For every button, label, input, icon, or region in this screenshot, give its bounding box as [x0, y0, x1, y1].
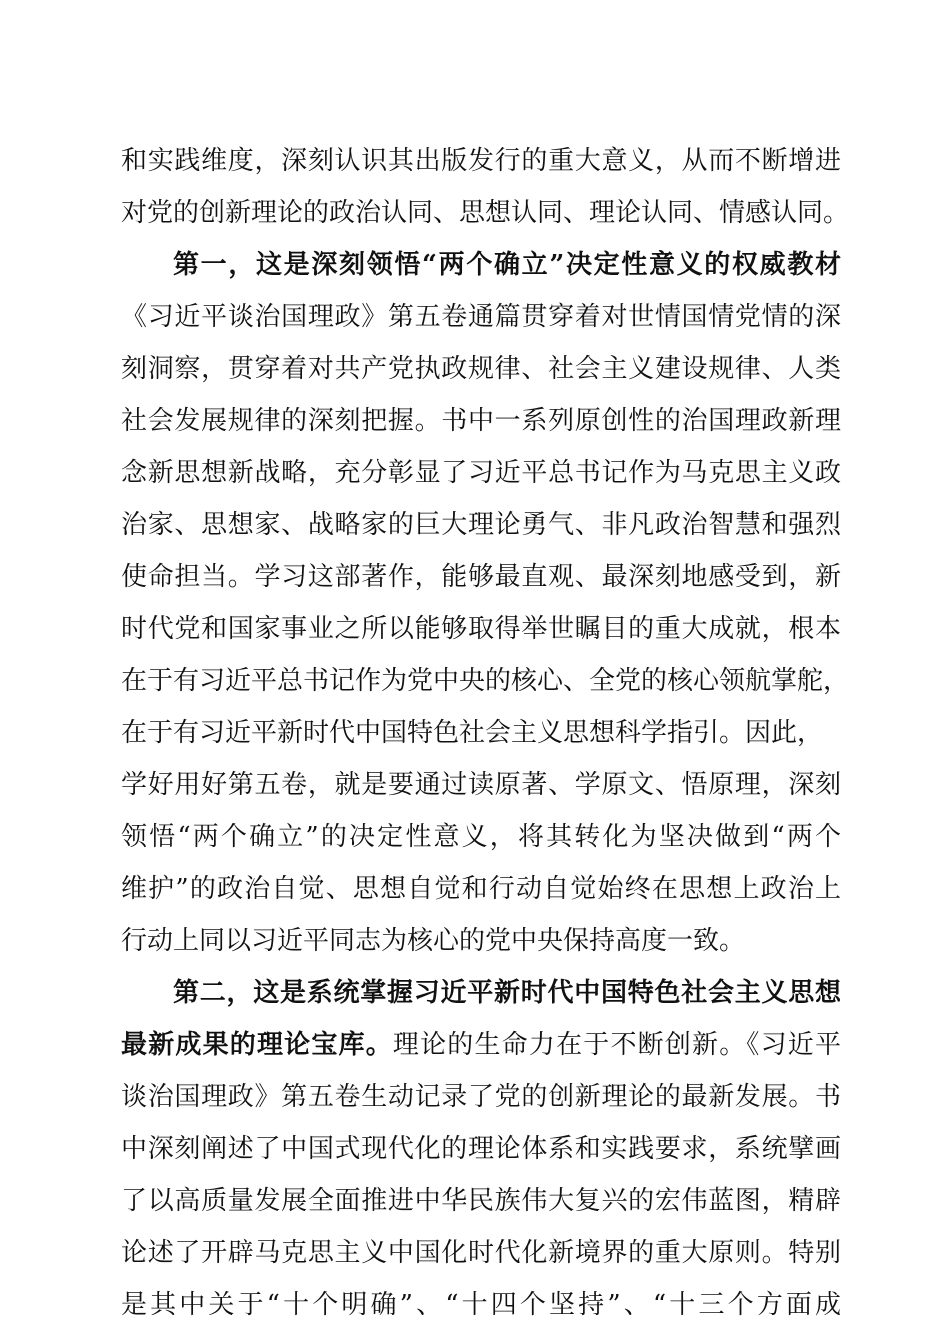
- text-line: 时代党和国家事业之所以能够取得举世瞩目的重大成就，根本: [121, 614, 841, 644]
- text-line: 和实践维度，深刻认识其出版发行的重大意义，从而不断增进: [121, 146, 841, 176]
- text-line: 在于有习近平总书记作为党中央的核心、全党的核心领航掌舵，: [121, 666, 850, 696]
- text-span: 理论的生命力在于不断创新。《习近平: [392, 1030, 841, 1060]
- section-heading-2-continuation: 最新成果的理论宝库。: [121, 1030, 393, 1060]
- text-line: 学好用好第五卷，就是要通过读原著、学原文、悟原理，深刻: [121, 770, 841, 800]
- text-line: 治家、思想家、战略家的巨大理论勇气、非凡政治智慧和强烈: [121, 510, 841, 540]
- text-line: 行动上同以习近平同志为核心的党中央保持高度一致。: [121, 926, 746, 956]
- text-line: 对党的创新理论的政治认同、思想认同、理论认同、情感认同。: [121, 198, 850, 228]
- section-heading-1: 第一，这是深刻领悟“两个确立”决定性意义的权威教材: [173, 250, 841, 280]
- text-line: 谈治国理政》第五卷生动记录了党的创新理论的最新发展。书: [121, 1082, 841, 1112]
- text-line: 《习近平谈治国理政》第五卷通篇贯穿着对世情国情党情的深: [121, 302, 841, 332]
- text-line: 是其中关于“十个明确”、“十四个坚持”、“十三个方面成: [121, 1290, 841, 1320]
- text-line: 中深刻阐述了中国式现代化的理论体系和实践要求，系统擘画: [121, 1134, 841, 1164]
- text-line: 念新思想新战略，充分彰显了习近平总书记作为马克思主义政: [121, 458, 841, 488]
- text-line: 维护”的政治自觉、思想自觉和行动自觉始终在思想上政治上: [121, 874, 841, 904]
- text-line: 刻洞察，贯穿着对共产党执政规律、社会主义建设规律、人类: [121, 354, 841, 384]
- section-heading-2: 第二，这是系统掌握习近平新时代中国特色社会主义思想: [173, 978, 841, 1008]
- text-line: 在于有习近平新时代中国特色社会主义思想科学指引。因此，: [121, 718, 824, 748]
- text-line: 了以高质量发展全面推进中华民族伟大复兴的宏伟蓝图，精辟: [121, 1186, 841, 1216]
- text-line-mixed: [121, 1018, 841, 1072]
- text-line: 社会发展规律的深刻把握。书中一系列原创性的治国理政新理: [121, 406, 841, 436]
- text-line: 领悟“两个确立”的决定性意义，将其转化为坚决做到“两个: [121, 822, 841, 852]
- text-line: 论述了开辟马克思主义中国化时代化新境界的重大原则。特别: [121, 1238, 841, 1268]
- text-line: 使命担当。学习这部著作，能够最直观、最深刻地感受到，新: [121, 562, 841, 592]
